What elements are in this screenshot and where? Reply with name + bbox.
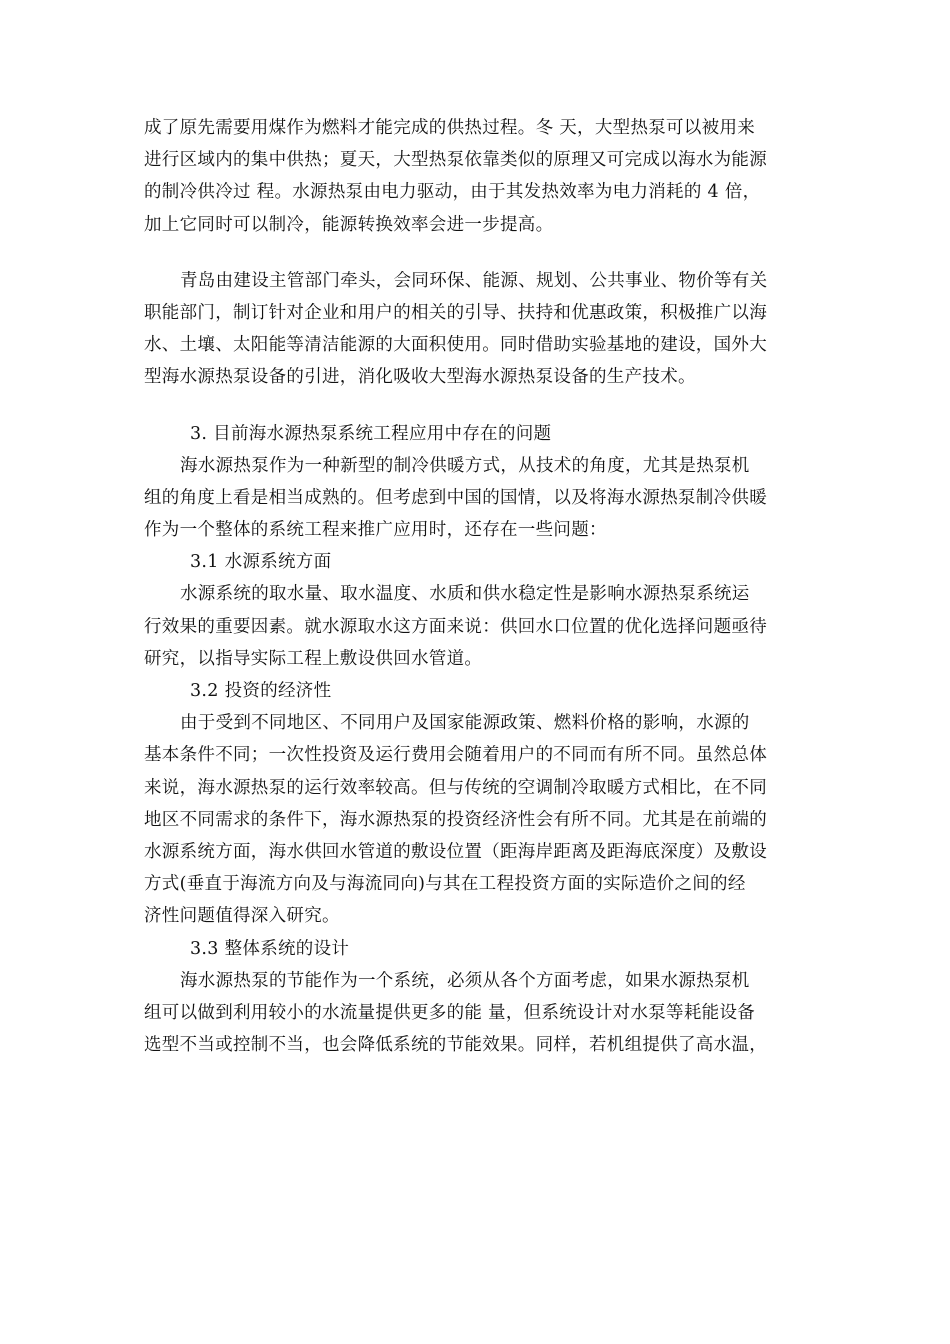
paragraph-water-source-system [144,578,814,675]
subsection-heading-3-3: 3.3 整体系统的设计 [190,938,350,959]
text-line: 水、土壤、太阳能等清洁能源的大面积使用。同时借助实验基地的建设，国外大 [144,335,767,356]
paragraph-investment-economics [144,707,814,932]
text-line: 成了原先需要用煤作为燃料才能完成的供热过程。冬 天，大型热泵可以被用来 [144,118,756,138]
text-line: 来说，海水源热泵的运行效率较高。但与传统的空调制冷取暖方式相比，在不同 [144,777,767,798]
text-line: 职能部门，制订针对企业和用户的相关的引导、扶持和优惠政策，积极推广以海 [144,302,767,323]
text-line: 基本条件不同；一次性投资及运行费用会随着用户的不同而有所不同。虽然总体 [144,745,767,766]
text-line: 济性问题值得深入研究。 [144,906,340,927]
text-line: 型海水源热泵设备的引进，消化吸收大型海水源热泵设备的生产技术。 [144,367,696,388]
text-line: 作为一个整体的系统工程来推广应用时，还存在一些问题： [144,520,607,541]
spacer [144,241,814,265]
subsection-heading-3-2: 3.2 投资的经济性 [190,681,332,701]
text-line: 方式(垂直于海流方向及与海流同向)与其在工程投资方面的实际造价之间的经 [144,874,746,895]
text-line: 加上它同时可以制冷，能源转换效率会进一步提高。 [144,214,554,235]
document-page [144,112,814,1061]
text-line: 行效果的重要因素。就水源取水这方面来说：供回水口位置的优化选择问题亟待 [144,616,767,637]
paragraph-qingdao-policy [144,265,814,394]
text-line: 海水源热泵作为一种新型的制冷供暖方式，从技术的角度，尤其是热泵机 [180,455,750,476]
text-line: 青岛由建设主管部门牵头，会同环保、能源、规划、公共事业、物价等有关 [180,270,768,291]
paragraph-intro-problems [144,450,814,547]
text-line: 组可以做到利用较小的水流量提供更多的能 量，但系统设计对水泵等耗能设备 [144,1002,756,1023]
text-line: 水源系统的取水量、取水温度、水质和供水稳定性是影响水源热泵系统运 [180,584,750,605]
subsection-heading-3-1: 3.1 水源系统方面 [190,552,332,573]
paragraph-heat-pump-process [144,112,814,241]
text-line: 海水源热泵的节能作为一个系统，必须从各个方面考虑，如果水源热泵机 [180,970,750,991]
text-line: 地区不同需求的条件下，海水源热泵的投资经济性会有所不同。尤其是在前端的 [144,809,767,830]
text-line: 的制冷供冷过 程。水源热泵由电力驱动，由于其发热效率为电力消耗的 4 倍， [144,182,761,203]
text-line: 由于受到不同地区、不同用户及国家能源政策、燃料价格的影响，水源的 [180,713,750,734]
paragraph-system-design [144,965,814,1062]
text-line: 进行区域内的集中供热；夏天，大型热泵依靠类似的原理又可完成以海水为能源 [144,150,767,171]
text-line: 水源系统方面，海水供回水管道的敷设位置（距海岸距离及距海底深度）及敷设 [144,841,767,862]
section-heading-3: 3. 目前海水源热泵系统工程应用中存在的问题 [190,423,552,444]
text-line: 研究，以指导实际工程上敷设供回水管道。 [144,648,483,669]
spacer [144,394,814,418]
text-line: 选型不当或控制不当，也会降低系统的节能效果。同样，若机组提供了高水温， [144,1035,767,1056]
text-line: 组的角度上看是相当成熟的。但考虑到中国的国情，以及将海水源热泵制冷供暖 [144,487,767,508]
